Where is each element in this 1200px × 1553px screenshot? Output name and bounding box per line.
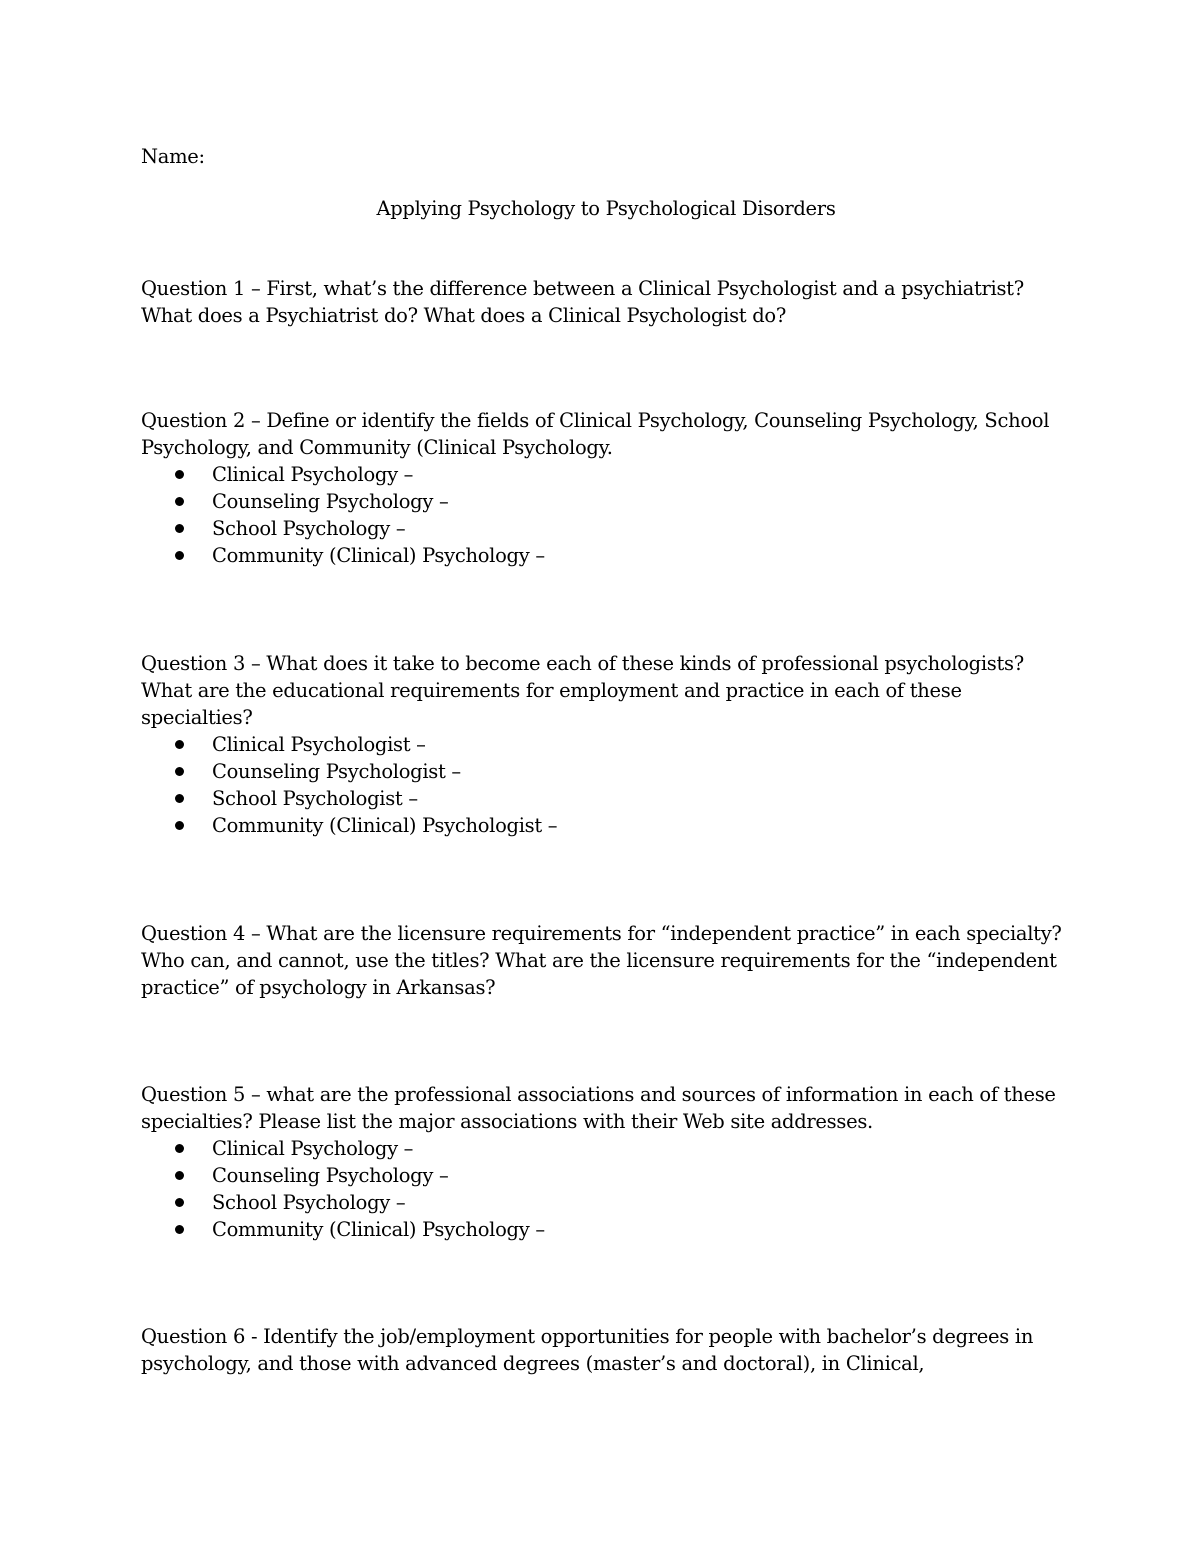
- question-5: [141, 1081, 1071, 1243]
- bullet-item: School Psychologist –: [212, 785, 1071, 812]
- question-5-text: Question 5 – what are the professional associations and sources of information in each of these specialties? Please list the major associations with their Web site addresses.: [141, 1083, 1056, 1133]
- bullet-item: Counseling Psychology –: [212, 1162, 1071, 1189]
- bullet-item: School Psychology –: [212, 1189, 1071, 1216]
- bullet-item: Community (Clinical) Psychology –: [212, 1216, 1071, 1243]
- question-2: [141, 407, 1071, 569]
- bullet-item: Clinical Psychologist –: [212, 731, 1071, 758]
- bullet-item: Counseling Psychology –: [212, 488, 1071, 515]
- question-6-text: Question 6 - Identify the job/employment opportunities for people with bachelor’s degrees in psychology, and those with advanced degrees (master’s and doctoral), in Clinical,: [141, 1325, 1034, 1375]
- bullet-item: Clinical Psychology –: [212, 461, 1071, 488]
- bullet-item: Community (Clinical) Psychologist –: [212, 812, 1071, 839]
- question-4-text: Question 4 – What are the licensure requirements for “independent practice” in each specialty? Who can, and cannot, use the titles? What are the licensure requirements for the “independent practice” of psychology in Arkansas?: [141, 922, 1062, 999]
- name-label: Name:: [141, 145, 205, 168]
- bullet-item: Counseling Psychologist –: [212, 758, 1071, 785]
- question-3: [141, 650, 1071, 839]
- bullet-item: Clinical Psychology –: [212, 1135, 1071, 1162]
- question-5-bullet-list: [141, 1135, 1071, 1243]
- document-body: [141, 143, 1071, 1377]
- question-6: [141, 1323, 1071, 1377]
- question-1-text: Question 1 – First, what’s the difference between a Clinical Psychologist and a psychiatrist? What does a Psychiatrist do? What does a Clinical Psychologist do?: [141, 277, 1024, 327]
- document-title: Applying Psychology to Psychological Disorders: [376, 197, 836, 220]
- question-4: [141, 920, 1071, 1001]
- bullet-item: School Psychology –: [212, 515, 1071, 542]
- question-3-text: Question 3 – What does it take to become each of these kinds of professional psychologists? What are the educational requirements for employment and practice in each of these specialties?: [141, 652, 1024, 729]
- question-3-bullet-list: [141, 731, 1071, 839]
- question-2-text: Question 2 – Define or identify the fields of Clinical Psychology, Counseling Psychology, School Psychology, and Community (Clinical Psychology.: [141, 409, 1050, 459]
- question-2-bullet-list: [141, 461, 1071, 569]
- bullet-item: Community (Clinical) Psychology –: [212, 542, 1071, 569]
- question-1: [141, 275, 1071, 329]
